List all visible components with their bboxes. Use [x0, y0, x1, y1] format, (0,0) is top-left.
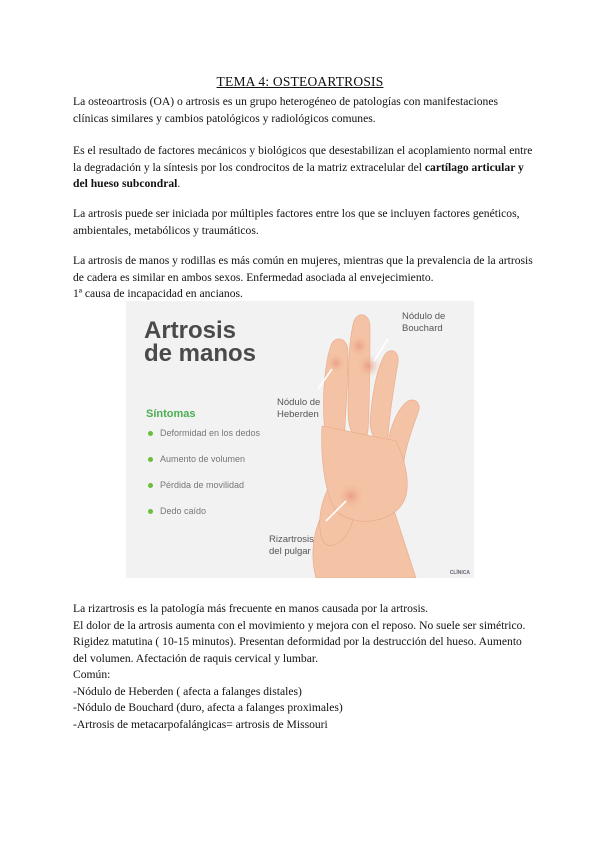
paragraph-incapacity: 1ª causa de incapacidad en ancianos.: [73, 287, 243, 301]
label-bouchard-line1: Nódulo de: [402, 311, 446, 322]
label-rizartrosis-line2: del pulgar: [269, 546, 311, 557]
paragraph-definition: La osteoartrosis (OA) o artrosis es un grupo heterogéneo de patologías con manifestaciones clínicas similares y cambios patológicos y radiológicos comunes.: [73, 95, 498, 125]
paragraph-clinical: [73, 601, 533, 667]
list-item: -Artrosis de metacarpofalángicas= artrosis de Missouri: [73, 717, 328, 731]
figure-title-line1: Artrosis: [144, 317, 237, 344]
paragraph-rizartrosis: La rizartrosis es la patología más frecuente en manos causada por la artrosis.: [73, 602, 429, 615]
symptom-text: Aumento de volumen: [160, 454, 246, 464]
paragraph-symptoms: El dolor de la artrosis aumenta con el movimiento y mejora con el reposo. No suele ser simétrico. Rigidez matutina ( 10-15 minutos). Presentan deformidad por la destrucción del hueso. Aumento del volumen. Afectación de raquis cervical y lumbar.: [73, 618, 526, 665]
label-rizartrosis: [269, 534, 314, 558]
label-bouchard-line2: Bouchard: [402, 323, 443, 334]
finger-middle: [348, 315, 370, 442]
label-bouchard: [402, 311, 445, 335]
heberden-node: [326, 353, 346, 373]
clinic-logo: CLÍNICA: [449, 570, 470, 576]
label-heberden-line1: Nódulo de: [277, 397, 321, 408]
list-common: [73, 667, 533, 733]
symptom-text: Pérdida de movilidad: [160, 480, 245, 490]
common-heading: Común:: [73, 668, 111, 681]
figure-title-line2: de manos: [144, 340, 257, 367]
symptom-text: Dedo caído: [160, 506, 207, 516]
paragraph-factors: La artrosis puede ser iniciada por múltiples factores entre los que se incluyen factores genéticos, ambientales, metabólicos y traumáticos.: [73, 207, 520, 237]
heberden-node: [348, 335, 370, 357]
paragraph-cause-bold: cartílago articular y del hueso subcondral: [73, 160, 524, 191]
symptom-text: Deformidad en los dedos: [160, 428, 261, 438]
paragraph-cause-end: .: [177, 177, 181, 191]
label-heberden: [277, 397, 320, 421]
figure-subtitle: Síntomas: [146, 408, 196, 420]
list-item: -Nódulo de Heberden ( afecta a falanges distales): [73, 684, 302, 698]
paragraph-cause: [73, 143, 533, 193]
document-title: TEMA 4: OSTEOARTROSIS: [216, 74, 384, 89]
list-item: -Nódulo de Bouchard (duro, afecta a falanges proximales): [73, 701, 343, 715]
paragraph-prevalence-text: La artrosis de manos y rodillas es más común en mujeres, mientras que la prevalencia de la artrosis de cadera es similar en ambos sexos. Enfermedad asociada al envejecimiento.: [73, 254, 533, 284]
hand-arthrosis-figure: [126, 301, 474, 578]
label-rizartrosis-line1: Rizartrosis: [269, 534, 314, 545]
label-heberden-line2: Heberden: [277, 409, 319, 420]
paragraph-cause-text: Es el resultado de factores mecánicos y biológicos que desestabilizan el acoplamiento normal entre la degradación y la síntesis por los condrocitos de la matriz extracelular del: [73, 144, 533, 174]
paragraph-prevalence: [73, 253, 533, 303]
